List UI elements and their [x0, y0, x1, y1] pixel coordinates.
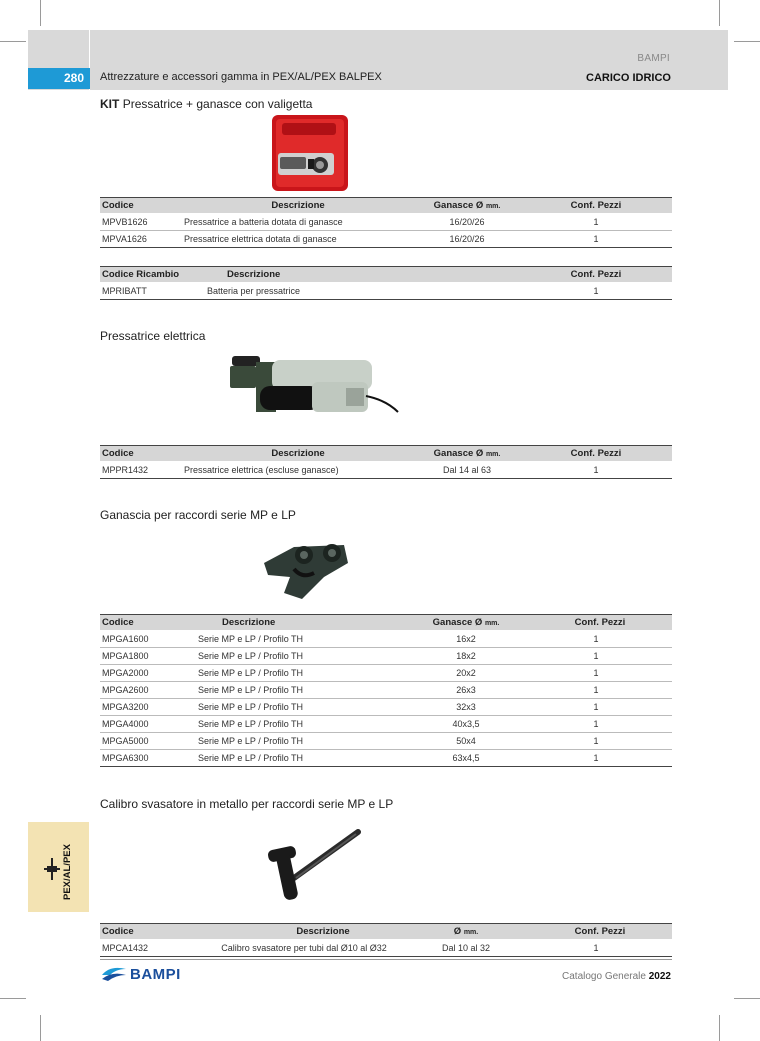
side-tab — [28, 822, 89, 912]
cell-description: Pressatrice elettrica dotata di ganasce — [182, 231, 414, 248]
crop-mark — [719, 0, 720, 26]
cell-description: Pressatrice elettrica (escluse ganasce) — [182, 462, 414, 479]
table-row — [100, 231, 672, 248]
calibrator-tool-image — [266, 826, 366, 904]
cell-size: Dal 10 al 32 — [412, 940, 520, 957]
col-header: Descrizione — [196, 924, 412, 940]
col-header: Conf. Pezzi — [520, 446, 672, 462]
crop-mark — [0, 41, 26, 42]
cell-qty: 1 — [520, 214, 672, 231]
table-header-row — [100, 615, 672, 631]
cell-size: 32x3 — [412, 699, 520, 716]
catalog-year: 2022 — [648, 971, 671, 982]
col-header: Descrizione — [182, 198, 414, 214]
table-row — [100, 214, 672, 231]
side-tab-label: PEX/AL/PEX — [62, 844, 73, 900]
cell-qty: 1 — [520, 716, 672, 733]
cell-code: MPGA2000 — [100, 665, 196, 682]
cell-description: Serie MP e LP / Profilo TH — [196, 648, 412, 665]
cell-description: Serie MP e LP / Profilo TH — [196, 631, 412, 648]
cell-description: Serie MP e LP / Profilo TH — [196, 699, 412, 716]
cell-description: Batteria per pressatrice — [205, 283, 520, 300]
cell-qty: 1 — [520, 682, 672, 699]
cell-code: MPGA4000 — [100, 716, 196, 733]
cell-size: 16/20/26 — [414, 231, 520, 248]
table-row — [100, 631, 672, 648]
col-header: Conf. Pezzi — [520, 198, 672, 214]
cell-size: 18x2 — [412, 648, 520, 665]
page-title: Attrezzature e accessori gamma in PEX/AL/PEX BALPEX — [100, 71, 382, 83]
ganascia-table — [100, 614, 672, 767]
cell-qty: 1 — [520, 283, 672, 300]
col-header: Descrizione — [196, 615, 412, 631]
jaw-image — [254, 533, 354, 603]
table-row — [100, 462, 672, 479]
table-row — [100, 682, 672, 699]
col-header: Conf. Pezzi — [520, 267, 672, 283]
header-brand: BAMPI — [637, 53, 670, 64]
crop-mark — [719, 1015, 720, 1041]
kit-title — [100, 97, 312, 111]
cell-qty: 1 — [520, 733, 672, 750]
table-row — [100, 750, 672, 767]
electric-press-image — [226, 352, 402, 416]
cell-code: MPGA1600 — [100, 631, 196, 648]
spare-parts-table — [100, 266, 672, 300]
bampi-logo-icon — [100, 965, 128, 983]
cell-description: Serie MP e LP / Profilo TH — [196, 665, 412, 682]
cell-qty: 1 — [520, 648, 672, 665]
col-header: Conf. Pezzi — [520, 615, 672, 631]
cell-qty: 1 — [520, 231, 672, 248]
cell-description: Serie MP e LP / Profilo TH — [196, 750, 412, 767]
kit-case-image — [268, 113, 352, 193]
cell-size: 26x3 — [412, 682, 520, 699]
table-row — [100, 665, 672, 682]
pressatrice-title: Pressatrice elettrica — [100, 329, 206, 343]
pressatrice-table — [100, 445, 672, 479]
cell-size: 20x2 — [412, 665, 520, 682]
crop-mark — [40, 0, 41, 26]
crop-mark — [734, 41, 760, 42]
cell-qty: 1 — [520, 462, 672, 479]
pipe-fitting-icon — [44, 858, 60, 880]
col-header: Codice Ricambio — [100, 267, 205, 283]
cell-size: 63x4,5 — [412, 750, 520, 767]
cell-description: Pressatrice a batteria dotata di ganasce — [182, 214, 414, 231]
table-header-row — [100, 924, 672, 940]
cell-code: MPRIBATT — [100, 283, 205, 300]
page-number: 280 — [28, 68, 90, 89]
cell-code: MPGA6300 — [100, 750, 196, 767]
ganascia-title: Ganascia per raccordi serie MP e LP — [100, 508, 296, 522]
col-header: Ganasce Ø mm. — [414, 446, 520, 462]
kit-table — [100, 197, 672, 248]
cell-code: MPPR1432 — [100, 462, 182, 479]
col-header: Codice — [100, 924, 196, 940]
cell-size: Dal 14 al 63 — [414, 462, 520, 479]
cell-size: 16/20/26 — [414, 214, 520, 231]
cell-description: Calibro svasatore per tubi dal Ø10 al Ø32 — [196, 940, 412, 957]
col-header: Conf. Pezzi — [520, 924, 672, 940]
col-header: Codice — [100, 446, 182, 462]
table-row — [100, 733, 672, 750]
col-header: Ganasce Ø mm. — [412, 615, 520, 631]
col-header: Ø mm. — [412, 924, 520, 940]
crop-mark — [0, 998, 26, 999]
table-row — [100, 699, 672, 716]
col-header: Descrizione — [205, 267, 520, 283]
table-header-row — [100, 198, 672, 214]
catalog-label: Catalogo Generale — [562, 971, 646, 982]
cell-size: 40x3,5 — [412, 716, 520, 733]
footer-logo: BAMPI — [130, 966, 181, 983]
cell-code: MPGA3200 — [100, 699, 196, 716]
cell-description: Serie MP e LP / Profilo TH — [196, 682, 412, 699]
cell-size: 50x4 — [412, 733, 520, 750]
cell-description: Serie MP e LP / Profilo TH — [196, 716, 412, 733]
cell-qty: 1 — [520, 665, 672, 682]
table-row — [100, 940, 672, 957]
crop-mark — [40, 1015, 41, 1041]
cell-qty: 1 — [520, 699, 672, 716]
cell-code: MPGA5000 — [100, 733, 196, 750]
cell-size: 16x2 — [412, 631, 520, 648]
cell-code: MPGA1800 — [100, 648, 196, 665]
cell-code: MPGA2600 — [100, 682, 196, 699]
kit-title-bold: KIT — [100, 97, 120, 111]
section-label: CARICO IDRICO — [586, 72, 671, 84]
calibro-table — [100, 923, 672, 957]
cell-code: MPVA1626 — [100, 231, 182, 248]
table-row — [100, 716, 672, 733]
table-row — [100, 283, 672, 300]
cell-qty: 1 — [520, 750, 672, 767]
kit-title-rest: Pressatrice + ganasce con valigetta — [122, 97, 313, 111]
col-header: Descrizione — [182, 446, 414, 462]
col-header: Codice — [100, 615, 196, 631]
col-header: Codice — [100, 198, 182, 214]
table-header-row — [100, 446, 672, 462]
table-header-row — [100, 267, 672, 283]
cell-code: MPCA1432 — [100, 940, 196, 957]
calibro-title: Calibro svasatore in metallo per raccordi serie MP e LP — [100, 797, 394, 811]
footer-catalog — [562, 971, 671, 982]
col-header: Ganasce Ø mm. — [414, 198, 520, 214]
cell-code: MPVB1626 — [100, 214, 182, 231]
footer-line — [100, 959, 672, 960]
cell-qty: 1 — [520, 631, 672, 648]
table-row — [100, 648, 672, 665]
cell-qty: 1 — [520, 940, 672, 957]
cell-description: Serie MP e LP / Profilo TH — [196, 733, 412, 750]
crop-mark — [734, 998, 760, 999]
